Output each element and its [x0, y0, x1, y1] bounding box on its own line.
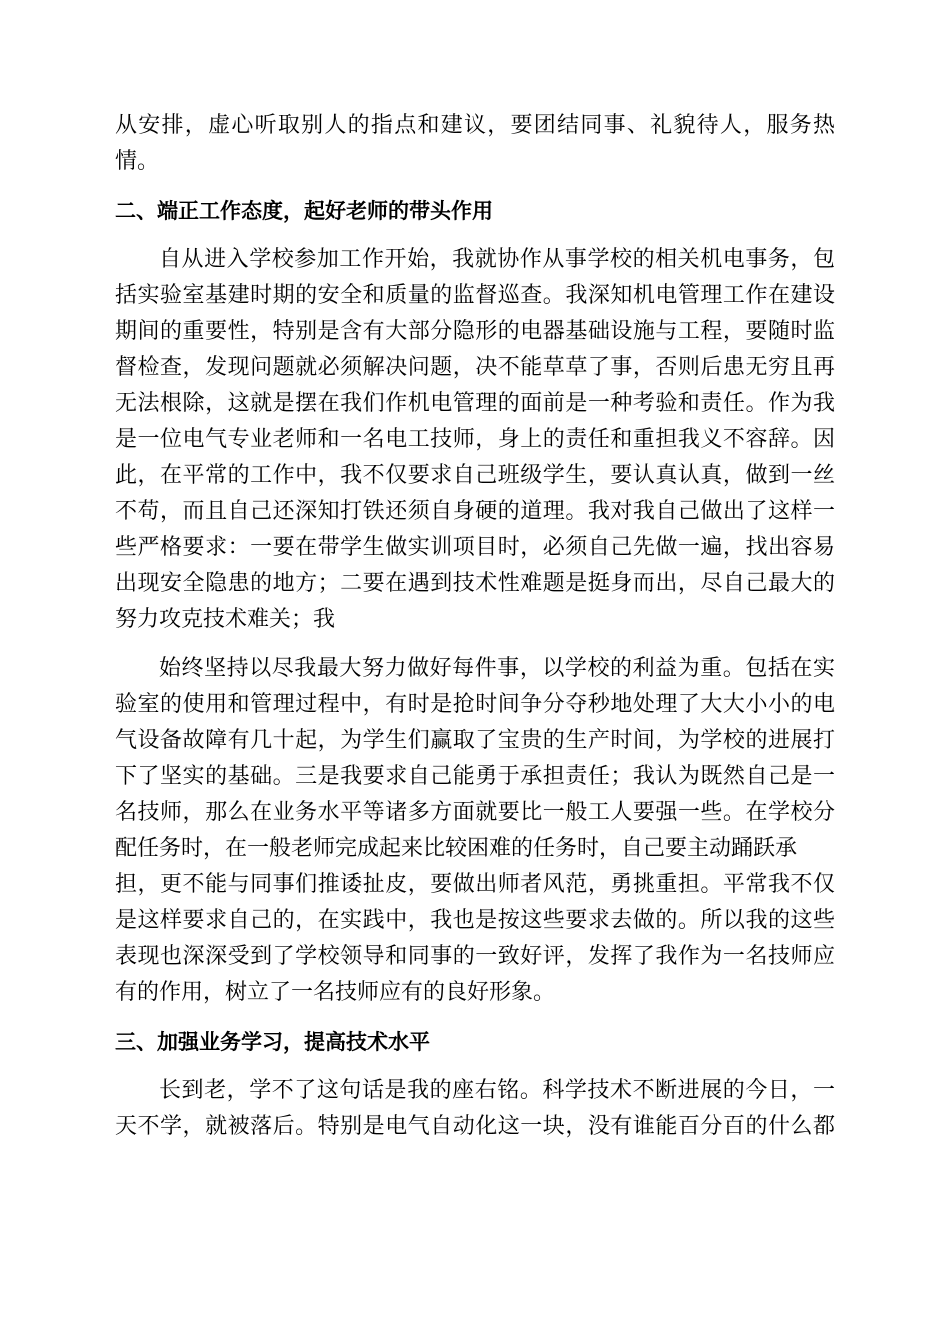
text-line: 无法根除，这就是摆在我们作机电管理的面前是一种考验和责任。作为我 [115, 391, 835, 416]
text-line: 验室的使用和管理过程中，有时是抢时间争分夺秒地处理了大大小小的电 [115, 692, 835, 717]
paragraph-effort [115, 651, 835, 1011]
paragraph-study [115, 1073, 835, 1145]
section-heading-2: 二、端正工作态度，起好老师的带头作用 [115, 199, 493, 223]
paragraph-intro [115, 108, 835, 180]
text-line: 长到老，学不了这句话是我的座右铭。科学技术不断进展的今日，一 [159, 1078, 835, 1103]
text-line: 情。 [115, 149, 160, 174]
text-line: 些严格要求：一要在带学生做实训项目时，必须自己先做一遍，找出容易 [115, 535, 835, 560]
text-line: 从安排，虚心听取别人的指点和建议，要团结同事、礼貌待人，服务热 [115, 113, 835, 138]
text-line: 是这样要求自己的，在实践中，我也是按这些要求去做的。所以我的这些 [115, 908, 835, 933]
text-line: 努力攻克技术难关；我 [115, 607, 336, 632]
text-line: 始终坚持以尽我最大努力做好每件事，以学校的利益为重。包括在实 [159, 656, 835, 681]
text-line: 担，更不能与同事们推诿扯皮，要做出师者风范，勇挑重担。平常我不仅 [115, 872, 835, 897]
text-line: 出现安全隐患的地方；二要在遇到技术性难题是挺身而出，尽自己最大的 [115, 571, 835, 596]
document-page [115, 108, 835, 1158]
text-line: 配任务时，在一般老师完成起来比较困难的任务时，自己要主动踊跃承 [115, 836, 798, 861]
text-line: 有的作用，树立了一名技师应有的良好形象。 [115, 980, 556, 1005]
text-line: 不苟，而且自己还深知打铁还须自身硬的道理。我对我自己做出了这样一 [115, 499, 835, 524]
section-heading-3: 三、加强业务学习，提高技术水平 [115, 1030, 430, 1054]
text-line: 下了坚实的基础。三是我要求自己能勇于承担责任；我认为既然自己是一 [115, 764, 835, 789]
text-line: 表现也深深受到了学校领导和同事的一致好评，发挥了我作为一名技师应 [115, 944, 835, 969]
text-line: 自从进入学校参加工作开始，我就协作从事学校的相关机电事务，包 [159, 247, 835, 272]
text-line: 期间的重要性，特别是含有大部分隐形的电器基础设施与工程，要随时监 [115, 319, 835, 344]
text-line: 括实验室基建时期的安全和质量的监督巡查。我深知机电管理工作在建设 [115, 283, 835, 308]
text-line: 名技师，那么在业务水平等诸多方面就要比一般工人要强一些。在学校分 [115, 800, 835, 825]
text-line: 天不学，就被落后。特别是电气自动化这一块，没有谁能百分百的什么都 [115, 1114, 835, 1139]
text-line: 是一位电气专业老师和一名电工技师，身上的责任和重担我义不容辞。因 [115, 427, 835, 452]
text-line: 此，在平常的工作中，我不仅要求自己班级学生，要认真认真，做到一丝 [115, 463, 835, 488]
paragraph-attitude [115, 242, 835, 638]
text-line: 督检查，发现问题就必须解决问题，决不能草草了事，否则后患无穷且再 [115, 355, 835, 380]
text-line: 气设备故障有几十起，为学生们赢取了宝贵的生产时间，为学校的进展打 [115, 728, 835, 753]
